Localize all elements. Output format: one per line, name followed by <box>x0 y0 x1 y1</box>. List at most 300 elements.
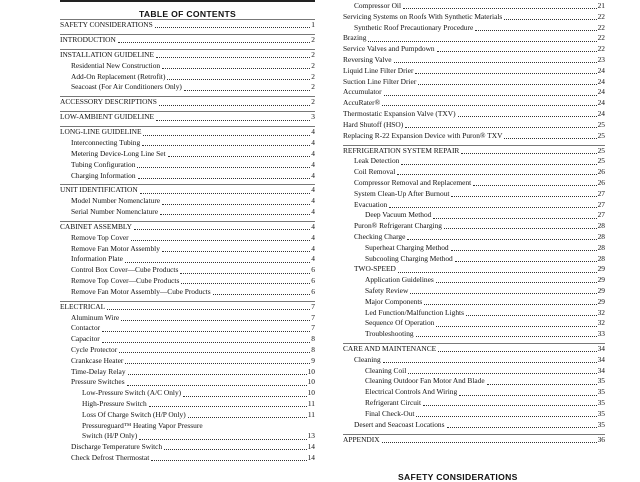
toc-entry-page: 6 <box>311 265 315 275</box>
toc-entry[interactable] <box>343 178 605 189</box>
toc-entry-title: Superheat Charging Method <box>365 242 449 252</box>
toc-entry[interactable] <box>343 343 605 355</box>
dot-leader <box>156 57 310 58</box>
toc-entry-title: Remove Top Cover—Cube Products <box>71 276 180 286</box>
dot-leader <box>121 320 310 321</box>
toc-entry-page: 28 <box>597 231 605 241</box>
toc-entry[interactable] <box>60 377 315 388</box>
toc-entry[interactable] <box>343 297 605 308</box>
toc-entry-title: Hard Shutoff (HSO) <box>343 119 404 129</box>
toc-entry-title: UNIT IDENTIFICATION <box>60 185 138 195</box>
toc-entry-title: Service Valves and Pumpdown <box>343 44 435 54</box>
toc-entry-title: CABINET ASSEMBLY <box>60 222 133 232</box>
toc-entry-title: Time-Delay Relay <box>71 366 126 376</box>
toc-entry-page: 9 <box>311 355 315 365</box>
toc-entry-title: Replacing R-22 Expansion Device with Puron® TXV <box>343 130 503 140</box>
toc-entry-page: 4 <box>311 148 315 158</box>
toc-left-entries <box>60 19 315 464</box>
toc-entry-page: 6 <box>311 276 315 286</box>
dot-leader <box>383 362 597 363</box>
toc-entry[interactable] <box>343 420 605 431</box>
dot-leader <box>461 153 596 154</box>
toc-entry-page: 28 <box>597 221 605 231</box>
toc-entry[interactable] <box>60 323 315 334</box>
dot-leader <box>424 304 596 305</box>
toc-entry-title: INSTALLATION GUIDELINE <box>60 49 155 59</box>
toc-entry[interactable] <box>343 200 605 211</box>
toc-entry-title: Sequence Of Operation <box>365 318 435 328</box>
toc-entry-page: 2 <box>311 71 315 81</box>
dot-leader <box>394 62 597 63</box>
toc-entry-title: High-Pressure Switch <box>82 399 147 408</box>
toc-left-column <box>60 0 315 464</box>
toc-entry[interactable] <box>343 376 605 387</box>
toc-entry-page: 22 <box>597 22 605 32</box>
toc-entry[interactable] <box>343 221 605 232</box>
toc-entry[interactable] <box>60 399 315 410</box>
dot-leader <box>102 331 310 332</box>
toc-entry[interactable] <box>343 1 605 12</box>
toc-entry[interactable] <box>60 138 315 149</box>
next-section-title: SAFETY CONSIDERATIONS <box>398 472 518 482</box>
dot-leader <box>107 309 310 310</box>
dot-leader <box>433 218 596 219</box>
dot-leader <box>398 272 597 273</box>
toc-entry-page: 29 <box>597 296 605 306</box>
toc-entry[interactable] <box>343 87 605 98</box>
toc-right-column <box>343 0 605 445</box>
toc-entry-title: Cleaning Coil <box>365 365 407 375</box>
toc-entry-title: Reversing Valve <box>343 54 392 64</box>
toc-entry[interactable] <box>60 171 315 182</box>
toc-entry-title: Led Function/Malfunction Lights <box>365 307 464 317</box>
dot-leader <box>466 315 597 316</box>
dot-leader <box>447 427 597 428</box>
dot-leader <box>118 42 310 43</box>
toc-entry[interactable] <box>60 287 315 298</box>
toc-entry-title: Troubleshooting <box>365 329 414 339</box>
toc-entry-page: 8 <box>311 334 315 344</box>
toc-entry-title: Charging Information <box>71 170 136 180</box>
dot-leader <box>168 156 311 157</box>
toc-entry[interactable] <box>343 109 605 120</box>
dot-leader <box>437 51 597 52</box>
toc-entry[interactable] <box>343 98 605 109</box>
toc-entry[interactable] <box>343 329 605 340</box>
toc-entry-title: Remove Fan Motor Assembly—Cube Products <box>71 286 211 296</box>
toc-entry[interactable] <box>343 189 605 200</box>
toc-entry-page: 14 <box>307 452 315 462</box>
dot-leader <box>142 145 310 146</box>
toc-entry-page: 8 <box>311 345 315 355</box>
dot-leader <box>458 116 597 117</box>
toc-entry-page: 29 <box>597 275 605 285</box>
toc-entry-page: 11 <box>307 409 315 419</box>
dot-leader <box>415 73 596 74</box>
toc-entry-title: Metering Device-Long Line Set <box>71 148 166 158</box>
toc-title: TABLE OF CONTENTS <box>138 9 237 19</box>
toc-entry[interactable] <box>60 34 315 46</box>
toc-entry-title: ACCESSORY DESCRIPTIONS <box>60 97 157 107</box>
dot-leader <box>403 8 597 9</box>
toc-entry-title: Suction Line Filter Drier <box>343 76 417 86</box>
toc-entry-page: 24 <box>597 87 605 97</box>
toc-entry[interactable] <box>343 355 605 366</box>
toc-entry-title: Coil Removal <box>354 167 396 177</box>
toc-entry-page: 4 <box>311 159 315 169</box>
toc-entry[interactable] <box>60 207 315 218</box>
toc-entry-page: 22 <box>597 33 605 43</box>
toc-entry-title: Final Check-Out <box>365 408 415 418</box>
dot-leader <box>131 240 311 241</box>
toc-entry[interactable] <box>343 387 605 398</box>
toc-entry-title: Evacuation <box>354 199 388 209</box>
dot-leader <box>155 27 311 28</box>
dot-leader <box>382 442 597 443</box>
toc-entry-page: 4 <box>311 232 315 242</box>
toc-entry-title: Cleaning <box>354 354 381 364</box>
toc-entry[interactable] <box>60 356 315 367</box>
toc-entry-title: Cycle Protector <box>71 345 118 355</box>
toc-entry-title: Crankcase Heater <box>71 355 124 365</box>
dot-leader <box>504 19 596 20</box>
toc-entry-title: APPENDIX <box>343 434 380 444</box>
dot-leader <box>159 105 310 106</box>
toc-entry-title: Subcooling Charging Method <box>365 253 453 263</box>
dot-leader <box>384 95 597 96</box>
dot-leader <box>405 127 596 128</box>
toc-entry[interactable] <box>343 318 605 329</box>
dot-leader <box>139 439 306 440</box>
toc-entry-page: 23 <box>597 54 605 64</box>
toc-entry-page: 10 <box>307 366 315 376</box>
toc-entry-title: Pressureguard™ Heating Vapor Pressure <box>82 420 203 430</box>
toc-entry-page: 1 <box>311 20 315 29</box>
toc-entry-page: 22 <box>597 11 605 21</box>
dot-leader <box>143 135 310 136</box>
dot-leader <box>487 384 597 385</box>
toc-entry[interactable] <box>60 184 315 196</box>
toc-entry-title: Remove Top Cover <box>71 232 129 242</box>
dot-leader <box>451 196 596 197</box>
toc-entry[interactable] <box>343 44 605 55</box>
dot-leader <box>167 79 310 80</box>
toc-entry[interactable] <box>343 308 605 319</box>
toc-entry[interactable] <box>343 120 605 131</box>
toc-entry-title: CARE AND MAINTENANCE <box>343 344 437 354</box>
toc-entry-title: Compressor Oil <box>354 1 402 10</box>
toc-entry-page: 4 <box>311 138 315 148</box>
dot-leader <box>183 396 306 397</box>
toc-entry-title: Remove Fan Motor Assembly <box>71 243 160 253</box>
toc-entry[interactable] <box>343 33 605 44</box>
toc-entry[interactable] <box>343 156 605 167</box>
dot-leader <box>125 363 310 364</box>
toc-entry[interactable] <box>60 442 315 453</box>
dot-leader <box>410 293 596 294</box>
toc-entry[interactable] <box>343 286 605 297</box>
toc-entry-title: Discharge Temperature Switch <box>71 442 163 452</box>
toc-entry[interactable] <box>60 410 315 421</box>
toc-entry-title: Check Defrost Thermostat <box>71 452 150 462</box>
toc-entry[interactable] <box>60 276 315 287</box>
toc-entry[interactable] <box>60 149 315 160</box>
toc-entry-page: 14 <box>307 442 315 452</box>
dot-leader <box>164 449 306 450</box>
toc-entry-title: Model Number Nomenclature <box>71 196 161 206</box>
dot-leader <box>128 374 307 375</box>
toc-entry[interactable] <box>343 398 605 409</box>
dot-leader <box>151 460 306 461</box>
toc-entry[interactable] <box>60 254 315 265</box>
toc-entry-page: 25 <box>597 145 605 155</box>
toc-entry-title: Serial Number Nomenclature <box>71 207 159 217</box>
toc-entry-title: Residential New Construction <box>71 60 161 70</box>
toc-entry[interactable] <box>60 111 315 123</box>
toc-entry[interactable] <box>343 275 605 286</box>
toc-entry[interactable] <box>60 244 315 255</box>
toc-entry-page: 35 <box>597 398 605 408</box>
toc-entry[interactable] <box>343 77 605 88</box>
toc-entry[interactable] <box>343 145 605 157</box>
toc-entry-page: 10 <box>307 377 315 387</box>
toc-entry-title: Add-On Replacement (Retrofit) <box>71 71 166 81</box>
toc-entry-title: SAFETY CONSIDERATIONS <box>60 20 153 29</box>
dot-leader <box>181 283 310 284</box>
toc-entry-title: Control Box Cover—Cube Products <box>71 265 179 275</box>
toc-entry[interactable] <box>343 210 605 221</box>
toc-entry-title: Seacoast (For Air Conditioners Only) <box>71 82 182 92</box>
dot-leader <box>137 167 310 168</box>
toc-entry-page: 26 <box>597 167 605 177</box>
dot-leader <box>125 262 310 263</box>
toc-entry[interactable] <box>60 345 315 356</box>
dot-leader <box>134 229 310 230</box>
toc-entry-page: 27 <box>597 188 605 198</box>
toc-entry-title: Application Guidelines <box>365 275 434 285</box>
dot-leader <box>140 193 311 194</box>
dot-leader <box>473 185 596 186</box>
toc-entry-page: 32 <box>597 307 605 317</box>
toc-entry-title: Liquid Line Filter Drier <box>343 65 414 75</box>
toc-entry-page: 34 <box>597 344 605 354</box>
toc-entry-title: Loss Of Charge Switch (H/P Only) <box>82 409 186 419</box>
toc-entry-title: Interconnecting Tubing <box>71 138 141 148</box>
toc-entry[interactable] <box>60 367 315 378</box>
dot-leader <box>416 416 596 417</box>
toc-entry-title: LOW-AMBIENT GUIDELINE <box>60 112 155 122</box>
toc-entry-page: 24 <box>597 108 605 118</box>
toc-entry-page: 3 <box>311 112 315 122</box>
toc-entry[interactable] <box>343 366 605 377</box>
toc-entry-page: 4 <box>311 222 315 232</box>
toc-entry-page: 2 <box>311 60 315 70</box>
toc-entry[interactable] <box>60 453 315 464</box>
toc-entry[interactable] <box>60 334 315 345</box>
toc-entry-page: 36 <box>597 434 605 444</box>
dot-leader <box>368 41 596 42</box>
dot-leader <box>382 105 596 106</box>
toc-entry[interactable] <box>60 233 315 244</box>
dot-leader <box>397 174 596 175</box>
toc-entry-page: 24 <box>597 76 605 86</box>
toc-entry-title: Brazing <box>343 33 367 43</box>
toc-entry-page: 4 <box>311 170 315 180</box>
dot-leader <box>444 228 597 229</box>
toc-entry-page: 29 <box>597 285 605 295</box>
toc-entry-page: 25 <box>597 130 605 140</box>
toc-entry-title: Switch (H/P Only) <box>82 431 138 441</box>
dot-leader <box>149 406 307 407</box>
toc-entry-page: 27 <box>597 199 605 209</box>
toc-entry-title: System Clean-Up After Burnout <box>354 188 450 198</box>
toc-entry-page: 35 <box>597 408 605 418</box>
toc-entry-page: 24 <box>597 98 605 108</box>
dot-leader <box>102 342 311 343</box>
dot-leader <box>408 373 596 374</box>
toc-entry-title: REFRIGERATION SYSTEM REPAIR <box>343 145 460 155</box>
toc-entry[interactable] <box>343 167 605 178</box>
dot-leader <box>119 352 310 353</box>
toc-entry-title: TWO-SPEED <box>354 264 396 274</box>
toc-entry-title: Synthetic Roof Precautionary Procedure <box>354 22 474 32</box>
toc-entry-title: Low-Pressure Switch (A/C Only) <box>82 388 182 398</box>
toc-entry-title: Cleaning Outdoor Fan Motor And Blade <box>365 376 485 386</box>
toc-entry-title: Deep Vacuum Method <box>365 210 432 220</box>
toc-entry[interactable] <box>60 19 315 31</box>
toc-entry-page: 4 <box>311 243 315 253</box>
dot-leader <box>401 164 596 165</box>
toc-entry[interactable] <box>60 431 315 442</box>
dot-leader <box>160 214 310 215</box>
toc-entry[interactable] <box>60 221 315 233</box>
toc-entry-title: Checking Charge <box>354 231 406 241</box>
toc-entry[interactable] <box>60 96 315 108</box>
toc-entry[interactable] <box>60 388 315 399</box>
toc-entry[interactable] <box>343 131 605 142</box>
dot-leader <box>436 282 597 283</box>
dot-leader <box>180 273 310 274</box>
dot-leader <box>475 30 596 31</box>
toc-entry-page: 21 <box>597 1 605 10</box>
toc-entry-page: 34 <box>597 354 605 364</box>
toc-entry[interactable] <box>343 232 605 243</box>
toc-entry-page: 29 <box>597 264 605 274</box>
toc-entry-page: 22 <box>597 44 605 54</box>
dot-leader <box>459 395 596 396</box>
toc-entry-title: Pressure Switches <box>71 377 125 387</box>
toc-entry-page: 4 <box>311 127 315 137</box>
toc-entry-page: 26 <box>597 177 605 187</box>
toc-entry-page: 7 <box>311 323 315 333</box>
toc-entry-title: AccuRater® <box>343 98 381 108</box>
toc-entry[interactable] <box>343 434 605 446</box>
dot-leader <box>389 207 596 208</box>
toc-entry-page: 2 <box>311 97 315 107</box>
toc-entry-title: Contactor <box>71 323 101 333</box>
toc-entry-page: 35 <box>597 419 605 429</box>
toc-entry[interactable] <box>343 264 605 275</box>
toc-entry-page: 28 <box>597 253 605 263</box>
toc-entry[interactable] <box>60 421 315 432</box>
dot-leader <box>162 251 310 252</box>
dot-leader <box>455 261 597 262</box>
toc-entry[interactable] <box>60 313 315 324</box>
toc-entry-page: 4 <box>311 207 315 217</box>
dot-leader <box>504 138 596 139</box>
toc-entry-page: 2 <box>311 34 315 44</box>
toc-entry-title: Information Plate <box>71 254 123 264</box>
toc-entry-title: Thermostatic Expansion Valve (TXV) <box>343 108 456 118</box>
toc-entry-page: 24 <box>597 65 605 75</box>
dot-leader <box>162 68 310 69</box>
dot-leader <box>188 417 307 418</box>
toc-entry-page: 2 <box>311 49 315 59</box>
toc-entry[interactable] <box>343 66 605 77</box>
toc-entry-title: ELECTRICAL <box>60 301 106 311</box>
toc-entry-page: 7 <box>311 312 315 322</box>
dot-leader <box>407 239 596 240</box>
dot-leader <box>436 326 596 327</box>
toc-entry-page: 4 <box>311 254 315 264</box>
toc-entry-page: 33 <box>597 329 605 339</box>
toc-entry[interactable] <box>60 82 315 93</box>
dot-leader <box>213 294 311 295</box>
toc-entry[interactable] <box>60 160 315 171</box>
toc-entry-title: Desert and Seacoast Locations <box>354 419 445 429</box>
dot-leader <box>438 351 596 352</box>
toc-entry-title: Electrical Controls And Wiring <box>365 387 458 397</box>
toc-entry-title: LONG-LINE GUIDELINE <box>60 127 142 137</box>
toc-entry-page: 7 <box>311 301 315 311</box>
dot-leader <box>418 84 596 85</box>
toc-entry-page: 35 <box>597 376 605 386</box>
toc-entry-title: Safety Review <box>365 285 409 295</box>
toc-entry[interactable] <box>343 254 605 265</box>
toc-entry-title: Puron® Refrigerant Charging <box>354 221 442 231</box>
dot-leader <box>423 405 597 406</box>
dot-leader <box>156 120 310 121</box>
toc-entry[interactable] <box>60 196 315 207</box>
toc-entry-page: 4 <box>311 185 315 195</box>
toc-entry[interactable] <box>60 72 315 83</box>
toc-entry[interactable] <box>343 409 605 420</box>
toc-entry-page: 27 <box>597 210 605 220</box>
toc-entry-title: Compressor Removal and Replacement <box>354 177 472 187</box>
toc-entry[interactable] <box>343 55 605 66</box>
toc-entry-title: Aluminum Wire <box>71 312 120 322</box>
toc-entry[interactable] <box>60 49 315 61</box>
toc-entry-title: Refrigerant Circuit <box>365 398 422 408</box>
toc-entry-page: 13 <box>307 431 315 441</box>
toc-entry[interactable] <box>60 61 315 72</box>
toc-entry[interactable] <box>60 126 315 138</box>
toc-entry[interactable] <box>60 301 315 313</box>
dot-leader <box>138 178 311 179</box>
dot-leader <box>451 250 597 251</box>
toc-entry[interactable] <box>343 23 605 34</box>
dot-leader <box>162 204 310 205</box>
toc-entry[interactable] <box>343 12 605 23</box>
toc-entry-page: 11 <box>307 399 315 408</box>
toc-entry-page: 32 <box>597 318 605 328</box>
toc-entry-page: 4 <box>311 196 315 206</box>
dot-leader <box>127 385 307 386</box>
toc-right-entries <box>343 1 605 445</box>
dot-leader <box>416 336 597 337</box>
toc-entry[interactable] <box>343 243 605 254</box>
toc-entry[interactable] <box>60 265 315 276</box>
